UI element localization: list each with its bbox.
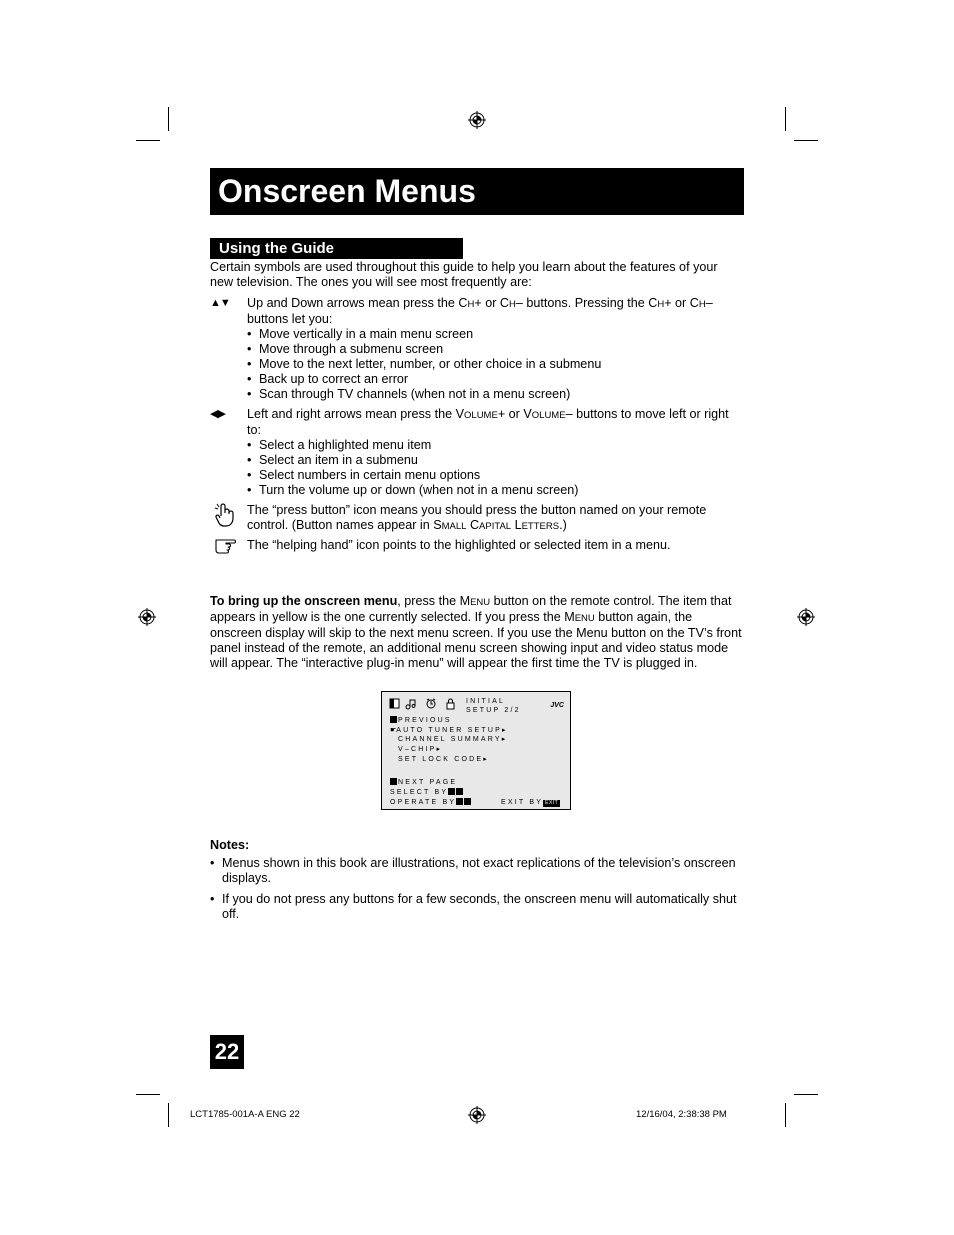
page-title-bar [210,168,744,215]
crop-mark [785,107,786,131]
list-item: • Select numbers in certain menu options [247,468,744,483]
footer-job-code: LCT1785-001A-A ENG 22 [190,1109,300,1120]
right-arrow-icon: ▸ [501,736,506,743]
list-item: • Select a highlighted menu item [247,438,744,453]
leftright-text: Left and right arrows mean press the VOLUME+ or VOLUME– buttons to move left or right to: [247,407,729,437]
exit-key-icon: EXIT [545,800,559,806]
helping-hand-icon [214,537,236,554]
bring-up-menu-paragraph: To bring up the onscreen menu, press the MENU button on the remote control. The item that appears in yellow is the one currently selected. If you press the MENU button again, the onscreen display will skip to the next menu screen. If you use the Menu button on the TV’s front panel instead of the remote, an additional menu screen showing input and video status mode will appear. The “interactive plug-in menu” will appear the first time the TV is plugged in. [210,594,742,670]
menu-exit-hint: EXIT BY EXIT [501,799,559,806]
crop-mark [794,1094,818,1095]
menu-item: V–CHIP▸ [398,746,441,753]
page-title: Onscreen Menus [218,173,476,209]
press-button-description: The “press button” icon means you should press the button named on your remote control. (Button names appear in SMALL CAPITAL LETTERS.) [247,503,707,532]
list-item: • Scan through TV channels (when not in a menu screen) [247,387,744,402]
registration-mark-icon [138,608,156,626]
registration-mark-icon [468,111,486,129]
right-arrow-icon: ▸ [436,746,441,753]
crop-mark [168,107,169,131]
menu-header-line2: SETUP 2/2 [466,707,521,714]
crop-mark [136,140,160,141]
menu-operate-hint: OPERATE BY [390,798,472,807]
press-button-hand-icon [213,503,237,527]
up-arrow-key-icon [390,716,397,723]
notes-heading: Notes: [210,838,250,852]
down-arrow-key-icon [456,788,463,795]
leftright-bullet-list [247,438,744,498]
helping-hand-description: The “helping hand” icon points to the highlighted or selected item in a menu. [247,538,671,552]
list-item: • Menus shown in this book are illustrations, not exact replications of the television’s onscreen displays. [210,856,744,886]
right-arrow-icon: ▸ [502,727,506,734]
updown-description [247,296,744,402]
leftright-description [247,407,744,498]
crop-mark [168,1103,169,1127]
footer-timestamp: 12/16/04, 2:38:38 PM [636,1109,727,1120]
updown-text: Up and Down arrows mean press the CH+ or CH– buttons. Pressing the CH+ or CH– buttons let you: [247,296,713,326]
updown-bullet-list [247,327,744,402]
right-arrow-key-icon [464,798,471,805]
pointer-hand-icon: ☛ [390,727,397,734]
section-heading-bar [210,238,463,259]
left-arrow-key-icon [456,798,463,805]
list-item: • Back up to correct an error [247,372,744,387]
menu-item: CHANNEL SUMMARY▸ [398,736,506,743]
list-item: • If you do not press any buttons for a few seconds, the onscreen menu will automatically shut off. [210,892,744,922]
up-arrow-key-icon [448,788,455,795]
down-arrow-key-icon [390,778,397,785]
menu-category-icons [389,698,463,710]
right-arrow-icon: ▸ [483,756,487,763]
menu-select-hint: SELECT BY [390,788,464,797]
menu-next-page: NEXT PAGE [390,778,457,787]
list-item: • Move vertically in a main menu screen [247,327,744,342]
list-item: • Move to the next letter, number, or other choice in a submenu [247,357,744,372]
menu-previous: PREVIOUS [390,716,452,725]
crop-mark [136,1094,160,1095]
menu-item-selected: ☛AUTO TUNER SETUP▸ [390,727,506,734]
list-item: • Select an item in a submenu [247,453,744,468]
page-number: 22 [210,1035,244,1069]
section-heading: Using the Guide [219,240,335,257]
crop-mark [785,1103,786,1127]
onscreen-menu-illustration [381,691,571,810]
up-down-arrows-icon: ▲▼ [210,297,230,309]
registration-mark-icon [797,608,815,626]
crop-mark [794,140,818,141]
list-item: • Turn the volume up or down (when not in a menu screen) [247,483,744,498]
menu-header-line1: INITIAL [466,698,506,705]
menu-item: SET LOCK CODE▸ [398,756,487,763]
notes-list [210,856,744,928]
jvc-logo: JVC [550,702,564,709]
registration-mark-icon [468,1106,486,1124]
intro-paragraph: Certain symbols are used throughout this guide to help you learn about the features of your new television. The ones you will see most frequently are: [210,260,718,289]
left-right-arrows-icon: ◀▶ [210,408,225,420]
list-item: • Move through a submenu screen [247,342,744,357]
